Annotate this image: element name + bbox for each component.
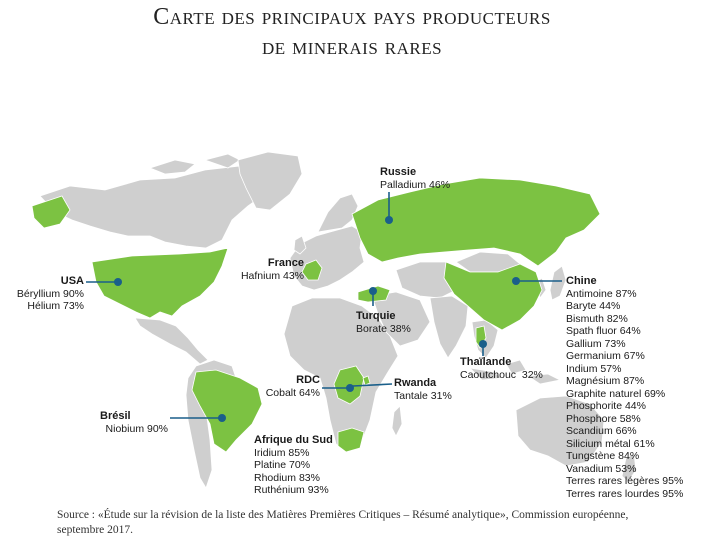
- land-madagascar: [392, 406, 402, 436]
- label-turquie-mineral: Borate 38%: [356, 322, 411, 335]
- callout-dot-bresil: [218, 414, 226, 422]
- label-bresil-mineral: Niobium 90%: [105, 422, 168, 435]
- label-rdc-name: RDC: [296, 374, 320, 386]
- label-chine-mineral: Germanium 67%: [566, 350, 645, 362]
- label-thailande: [460, 356, 543, 381]
- label-chine-mineral: Antimoine 87%: [566, 287, 637, 300]
- label-bresil: [100, 410, 168, 435]
- label-turquie-name: Turquie: [356, 310, 396, 322]
- label-chine: [566, 275, 683, 500]
- land-india: [430, 296, 468, 358]
- label-chine-mineral: Scandium 66%: [566, 425, 637, 437]
- label-chine-name: Chine: [566, 275, 597, 287]
- label-chine-mineral: Terres rares lourdes 95%: [566, 487, 684, 500]
- label-chine-mineral: Bismuth 82%: [566, 312, 628, 325]
- label-thailande-mineral: Caoutchouc 32%: [460, 368, 543, 381]
- land-usa: [92, 248, 228, 318]
- callout-dot-turquie: [369, 287, 377, 295]
- label-france-name: France: [267, 257, 304, 269]
- label-chine-mineral: Baryte 44%: [566, 300, 621, 312]
- label-rdc: [250, 374, 320, 399]
- label-chine-mineral: Graphite naturel 69%: [566, 387, 666, 400]
- label-usa: [16, 275, 84, 313]
- label-chine-mineral: Gallium 73%: [566, 337, 626, 350]
- label-bresil-name: Brésil: [100, 410, 131, 422]
- map-title-line1: Carte des principaux pays producteurs: [153, 4, 551, 30]
- land-south-africa: [338, 428, 364, 452]
- land-japan: [550, 266, 566, 300]
- label-chine-mineral: Phosphorite 44%: [566, 400, 646, 412]
- label-chine-mineral: Silicium métal 61%: [566, 437, 655, 450]
- label-chine-mineral: Indium 57%: [566, 362, 622, 375]
- label-chine-mineral: Tungstène 84%: [566, 450, 640, 462]
- label-russie: [380, 166, 450, 191]
- land-canada: [40, 166, 268, 248]
- label-russie-mineral: Palladium 46%: [380, 178, 451, 191]
- label-chine-mineral: Vanadium 53%: [566, 462, 637, 475]
- label-rdc-mineral: Cobalt 64%: [265, 386, 320, 399]
- label-usa-mineral: Béryllium 90%: [16, 287, 84, 300]
- label-thailande-name: Thaïlande: [460, 356, 512, 368]
- label-france-mineral: Hafnium 43%: [240, 269, 304, 282]
- callout-dot-russie: [385, 216, 393, 224]
- label-usa-name: USA: [60, 275, 84, 287]
- label-afrique-du-sud-name: Afrique du Sud: [254, 434, 333, 446]
- label-afrique-du-sud-mineral: Platine 70%: [254, 459, 311, 471]
- land-mexico: [135, 318, 208, 364]
- callout-dot-thailande: [479, 340, 487, 348]
- callout-dot-usa: [114, 278, 122, 286]
- label-chine-mineral: Magnésium 87%: [566, 375, 645, 387]
- label-afrique-du-sud-mineral: Rhodium 83%: [254, 471, 320, 484]
- label-turquie: [356, 310, 411, 335]
- source-caption: Source : «Étude sur la révision de la liste des Matières Premières Critiques – Résumé analytique», Commission européenne, septembre 2017.: [57, 509, 629, 536]
- map-title-line2: de minerais rares: [261, 34, 443, 60]
- label-afrique-du-sud: [254, 434, 333, 497]
- label-afrique-du-sud-mineral: Ruthénium 93%: [254, 484, 329, 496]
- land-arctic-islands-2: [205, 154, 240, 168]
- label-chine-mineral: Phosphore 58%: [566, 412, 641, 425]
- label-chine-mineral: Terres rares légères 95%: [566, 475, 684, 487]
- label-usa-mineral: Hélium 73%: [27, 300, 84, 312]
- callout-dot-chine: [512, 277, 520, 285]
- label-rwanda-mineral: Tantale 31%: [394, 389, 452, 402]
- label-france: [232, 257, 304, 282]
- callout-dot-rdc: [346, 384, 354, 392]
- land-alaska: [32, 196, 70, 228]
- land-arctic-islands: [150, 160, 195, 174]
- label-rwanda: [394, 377, 452, 402]
- label-chine-mineral: Spath fluor 64%: [566, 325, 641, 337]
- label-russie-name: Russie: [380, 166, 417, 178]
- label-afrique-du-sud-mineral: Iridium 85%: [254, 446, 310, 459]
- label-rwanda-name: Rwanda: [394, 377, 437, 389]
